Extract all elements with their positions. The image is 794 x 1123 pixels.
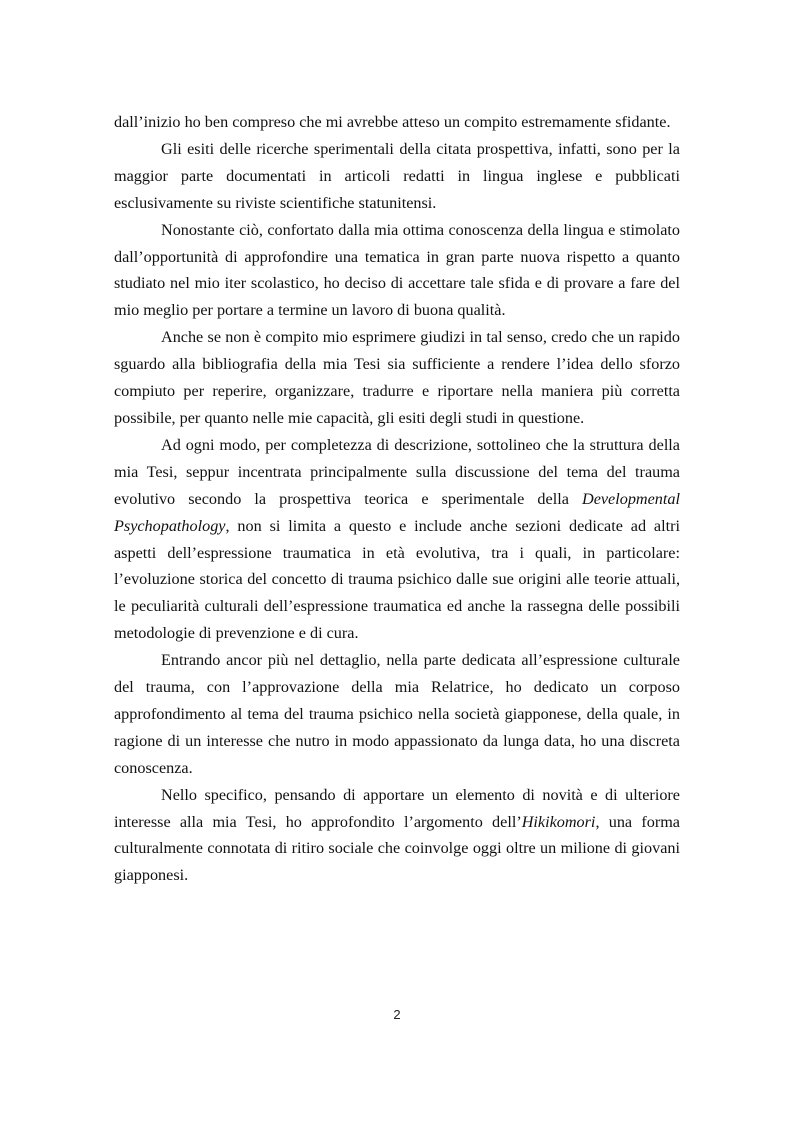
page-number: 2	[393, 1007, 401, 1022]
paragraph-bibliography: Anche se non è compito mio esprimere giudizi in tal senso, credo che un rapido sguardo alla bibliografia della mia Tesi sia sufficiente a rendere l’idea dello sforzo compiuto per reperire, organizzare, tradurre e riportare nella maniera più corretta possibile, per quanto nelle mie capacità, gli esiti degli studi in questione.	[114, 328, 680, 427]
hikikomori-text-end: , una forma culturalmente connotata di ritiro sociale che coinvolge oggi oltre un milione di giovani giapponesi.	[114, 812, 680, 885]
paragraph-continuation: dall’inizio ho ben compreso che mi avrebbe atteso un compito estremamente sfidante.	[114, 113, 671, 131]
paragraph-thesis-structure	[114, 432, 680, 647]
emphasis-developmental-psychopathology: Developmental Psychopathology	[114, 489, 680, 535]
paragraph-hikikomori	[114, 782, 680, 890]
thesis-structure-text-start: Ad ogni modo, per completezza di descrizione, sottolineo che la struttura della mia Tesi, seppur incentrata principalmente sulla discussione del tema del trauma evolutivo secondo la prospettiva teorica e sperimentale della	[114, 435, 680, 508]
hikikomori-text-start: Nello specifico, pensando di apportare un elemento di novità e di ulteriore interesse alla mia Tesi, ho approfondito l’argomento dell’	[114, 785, 680, 831]
thesis-structure-text-end: , non si limita a questo e include anche sezioni dedicate ad altri aspetti dell’espressione traumatica in età evolutiva, tra i quali, in particolare: l’evoluzione storica del concetto di trauma psichico dalle sue origini alle teorie attuali, le peculiarità culturali dell’espressione traumatica ed anche la rassegna delle possibili metodologie di prevenzione e di cura.	[114, 516, 680, 643]
emphasis-hikikomori: Hikikomori	[521, 812, 596, 831]
body-text	[114, 109, 680, 889]
paragraph-research-outcomes: Gli esiti delle ricerche sperimentali della citata prospettiva, infatti, sono per la maggior parte documentati in articoli redatti in lingua inglese e pubblicati esclusivamente su riviste scientifiche statunitensi.	[114, 139, 680, 212]
paragraph-challenge-accepted: Nonostante ciò, confortato dalla mia ottima conoscenza della lingua e stimolato dall’opportunità di approfondire una tematica in gran parte nuova rispetto a quanto studiato nel mio iter scolastico, ho deciso di accettare tale sfida e di provare a fare del mio meglio per portare a termine un lavoro di buona qualità.	[114, 220, 680, 320]
paragraph-cultural-trauma: Entrando ancor più nel dettaglio, nella parte dedicata all’espressione culturale del trauma, con l’approvazione della mia Relatrice, ho dedicato un corposo approfondimento al tema del trauma psichico nella società giapponese, della quale, in ragione di un interesse che nutro in modo appassionato da lunga data, ho una discreta conoscenza.	[114, 651, 680, 777]
